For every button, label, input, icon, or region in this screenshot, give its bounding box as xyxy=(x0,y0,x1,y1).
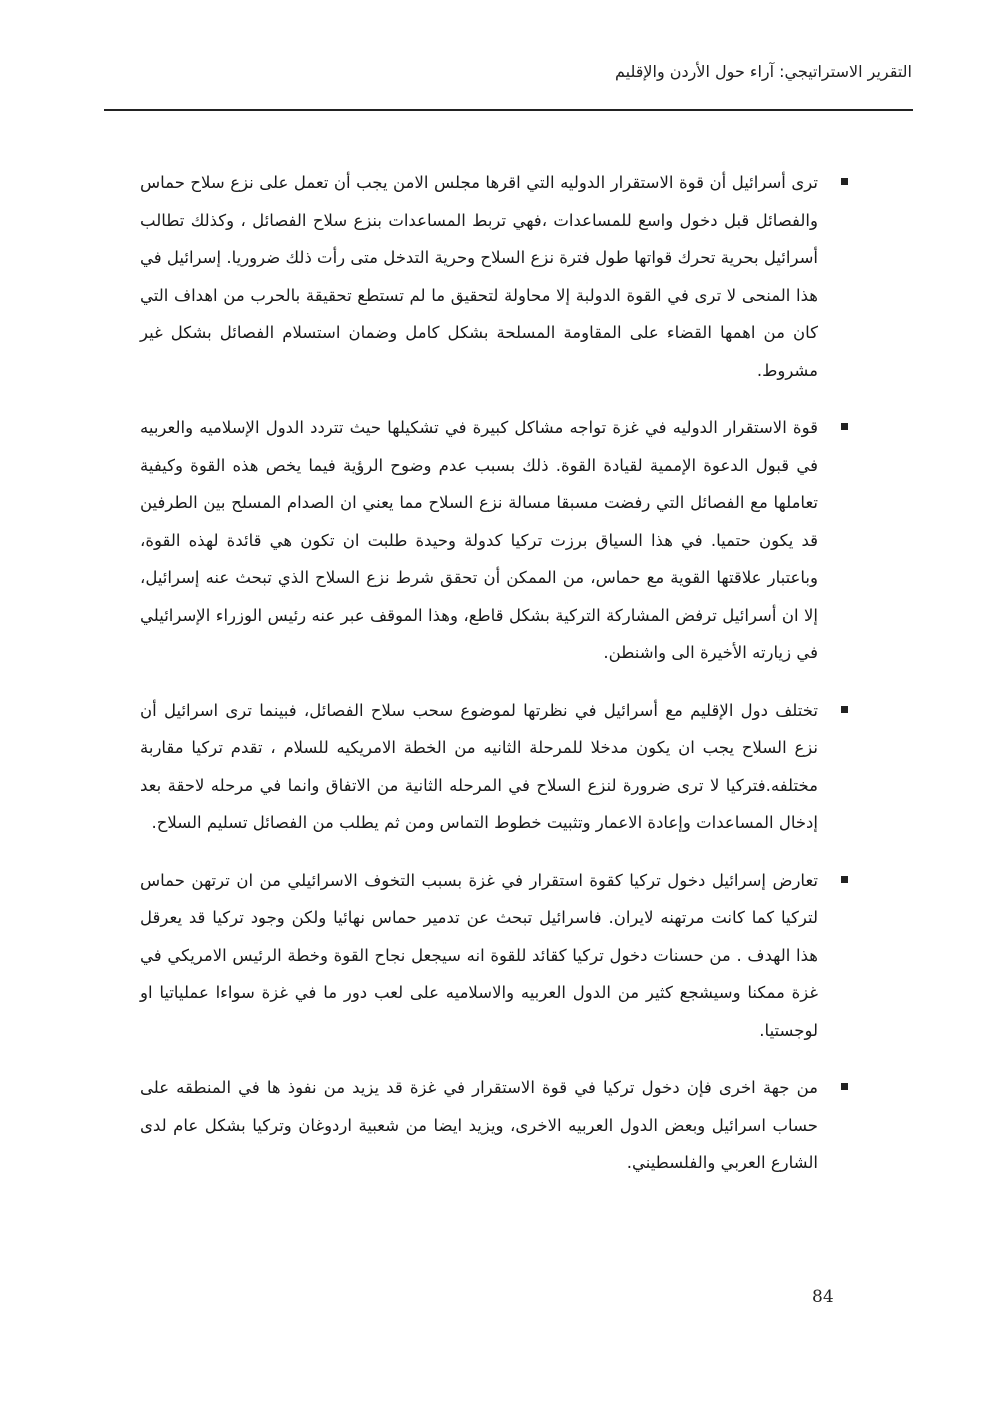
square-bullet-icon xyxy=(841,876,848,883)
bullet-text: ترى أسرائيل أن قوة الاستقرار الدوليه التي اقرها مجلس الامن يجب أن تعمل على نزع سلاح حماس والفصائل قبل دخول واسع للمساعدات ،فهي تربط المساعدات بنزع سلاح الفصائل ، وكذلك تطالب أسرائيل بحرية تحرك قواتها طول فترة نزع السلاح وحرية التدخل متى رأت ذلك ضروريا. إسرائيل في هذا المنحى لا ترى في القوة الدولبة إلا محاولة لتحقيق ما لم تستطع تحقيقة بالحرب من اهداف التي كان من اهمها القضاء على المقاومة المسلحة بشكل كامل وضمان استسلام الفصائل بشكل غير مشروط. xyxy=(140,173,818,380)
bullet-item xyxy=(140,164,852,389)
bullet-item xyxy=(140,862,852,1050)
bullet-item xyxy=(140,409,852,672)
square-bullet-icon xyxy=(841,178,848,185)
bullet-text: تعارض إسرائيل دخول تركيا كقوة استقرار في غزة بسبب التخوف الاسرائيلي من ان ترتهن حماس لتركيا كما كانت مرتهنه لايران. فاسرائيل تبحث عن تدمير حماس نهائيا ولكن وجود تركيا قد يعرقل هذا الهدف . من حسنات دخول تركيا كقائد للقوة انه سيجعل نجاح القوة وخطة الرئيس الامريكي في غزة ممكنا وسيشجع كثير من الدول العربيه والاسلاميه على لعب دور ما في غزة سواءا عملياتيا او لوجستيا. xyxy=(140,870,818,1040)
square-bullet-icon xyxy=(841,1083,848,1090)
bullet-text: قوة الاستقرار الدوليه في غزة تواجه مشاكل كبيرة في تشكيلها حيث تتردد الدول الإسلاميه والعربيه في قبول الدعوة الإممية لقيادة القوة. ذلك بسبب عدم وضوح الرؤية فيما يخص هذه القوة وكيفية تعاملها مع الفصائل التي رفضت مسبقا مسالة نزع السلاح مما يعني ان الصدام المسلح بين الطرفين قد يكون حتميا. في هذا السياق برزت تركيا كدولة وحيدة طلبت ان تكون هي قائدة لهذه القوة، وباعتبار علاقتها القوية مع حماس، من الممكن أن تحقق شرط نزع السلاح الذي تبحث عنه إسرائيل، إلا ان أسرائيل ترفض المشاركة التركية بشكل قاطع، وهذا الموقف عبر عنه رئيس الوزراء الإسرائيلي في زيارته الأخيرة الى واشنطن. xyxy=(140,418,818,662)
bullet-text: تختلف دول الإقليم مع أسرائيل في نظرتها لموضوع سحب سلاح الفصائل، فبينما ترى اسرائيل أن نزع السلاح يجب ان يكون مدخلا للمرحلة الثانيه من الخطة الامريكيه للسلام ، تقدم تركيا مقاربة مختلفه.فتركيا لا ترى ضرورة لنزع السلاح في المرحله الثانية من الاتفاق وانما في مرحله لاحقة بعد إدخال المساعدات وإعادة الاعمار وتثبيت خطوط التماس ومن ثم يطلب من الفصائل تسليم السلاح. xyxy=(140,700,818,832)
bullet-item xyxy=(140,692,852,842)
page-number: 84 xyxy=(812,1287,834,1307)
bullet-text: من جهة اخرى فإن دخول تركيا في قوة الاستقرار في غزة قد يزيد من نفوذ ها في المنطقه على حساب اسرائيل وبعض الدول العربيه الاخرى، ويزيد ايضا من شعبية اردوغان وتركيا بشكل عام لدى الشارع العربي والفلسطيني. xyxy=(140,1078,818,1172)
bullet-item xyxy=(140,1069,852,1182)
bullet-list xyxy=(140,164,852,1202)
running-header: التقرير الاستراتيجي: آراء حول الأردن والإقليم xyxy=(614,62,912,81)
square-bullet-icon xyxy=(841,423,848,430)
header-divider xyxy=(104,109,913,111)
square-bullet-icon xyxy=(841,706,848,713)
